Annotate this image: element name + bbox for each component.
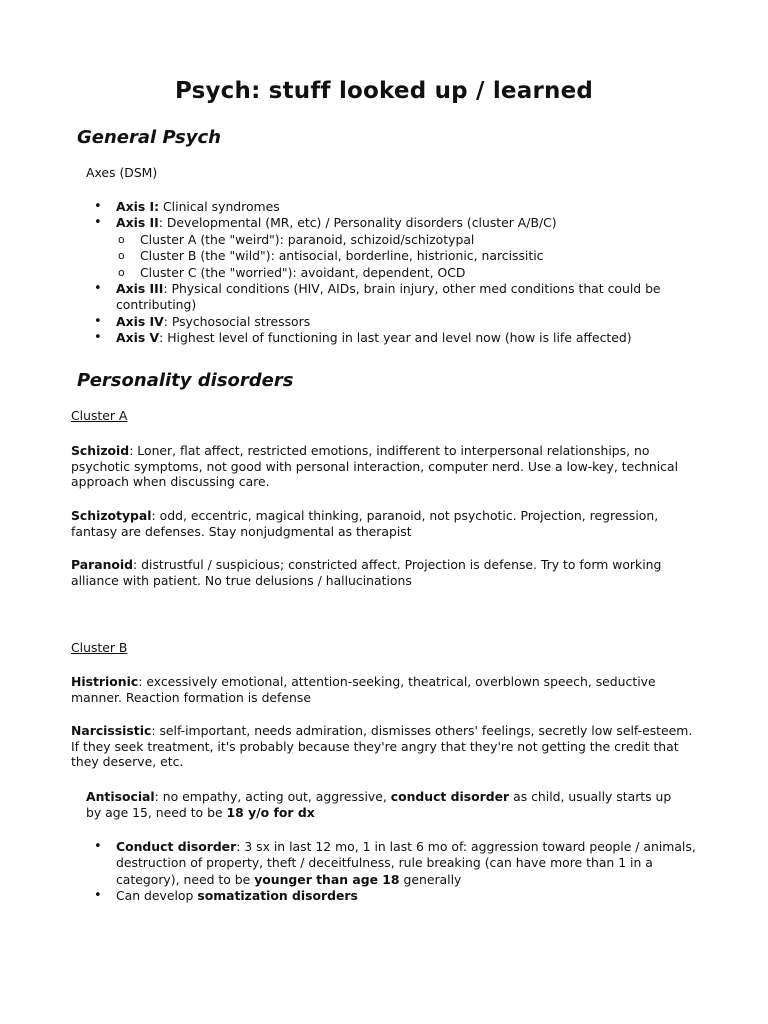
page-title: Psych: stuff looked up / learned bbox=[174, 78, 594, 104]
cluster-b-item: o Cluster B (the "wild"): antisocial, borderline, histrionic, narcissitic bbox=[94, 248, 704, 264]
antisocial-paragraph: Antisocial: no empathy, acting out, aggressive, conduct disorder as child, usually starts up by age 15, need to be 18 y/o for dx bbox=[86, 789, 672, 820]
axis-1-item: • Axis I: Clinical syndromes bbox=[94, 199, 704, 215]
narcissistic-paragraph: Narcissistic: self-important, needs admiration, dismisses others' feelings, secretly low self-esteem. If they seek treatment, it's probably because they're angry that they're not getting the credit that they deserve, etc. bbox=[71, 723, 693, 770]
axis-5-item: • Axis V: Highest level of functioning in last year and level now (how is life affected) bbox=[94, 330, 704, 346]
axes-heading: Axes (DSM) bbox=[86, 165, 158, 180]
cluster-c-item: o Cluster C (the "worried"): avoidant, dependent, OCD bbox=[94, 265, 704, 281]
cluster-sublist bbox=[94, 232, 704, 281]
histrionic-paragraph: Histrionic: excessively emotional, attention-seeking, theatrical, overblown speech, seductive manner. Reaction formation is defense bbox=[71, 674, 656, 705]
somatization-item: • Can develop somatization disorders bbox=[94, 888, 704, 904]
schizoid-paragraph: Schizoid: Loner, flat affect, restricted emotions, indifferent to interpersonal relationships, no psychotic symptoms, not good with personal interaction, computer nerd. Use a low-key, technical approach when discussing care. bbox=[71, 443, 679, 490]
antisocial-bullets bbox=[94, 839, 704, 905]
personality-disorders-heading: Personality disorders bbox=[77, 370, 294, 391]
axes-list bbox=[94, 199, 704, 347]
cluster-a-heading: Cluster A bbox=[71, 408, 128, 423]
schizotypal-paragraph: Schizotypal: odd, eccentric, magical thinking, paranoid, not psychotic. Projection, regression, fantasy are defenses. Stay nonjudgmental as therapist bbox=[71, 508, 659, 539]
axis-2-item: • Axis II: Developmental (MR, etc) / Personality disorders (cluster A/B/C) o Cluster A (the "weird"): paranoid, schizoid/schizotypal o Cluster B (the "wild"): antisocial, borderline, histrionic, narcissitic o Cluster C (the "worried"): avoidant, dependent, OCD bbox=[94, 215, 704, 281]
conduct-disorder-item: • Conduct disorder: 3 sx in last 12 mo, 1 in last 6 mo of: aggression toward people / animals, destruction of property, theft / deceitfulness, rule breaking (can have more than 1 in a category), need to be younger than age 18 generally bbox=[94, 839, 704, 888]
axis-3-item: • Axis III: Physical conditions (HIV, AIDs, brain injury, other med conditions that could be contributing) bbox=[94, 281, 704, 314]
cluster-a-item: o Cluster A (the "weird"): paranoid, schizoid/schizotypal bbox=[94, 232, 704, 248]
cluster-b-heading: Cluster B bbox=[71, 640, 128, 655]
axis-4-item: • Axis IV: Psychosocial stressors bbox=[94, 314, 704, 330]
paranoid-paragraph: Paranoid: distrustful / suspicious; constricted affect. Projection is defense. Try to form working alliance with patient. No true delusions / hallucinations bbox=[71, 557, 662, 588]
general-psych-heading: General Psych bbox=[77, 127, 221, 148]
